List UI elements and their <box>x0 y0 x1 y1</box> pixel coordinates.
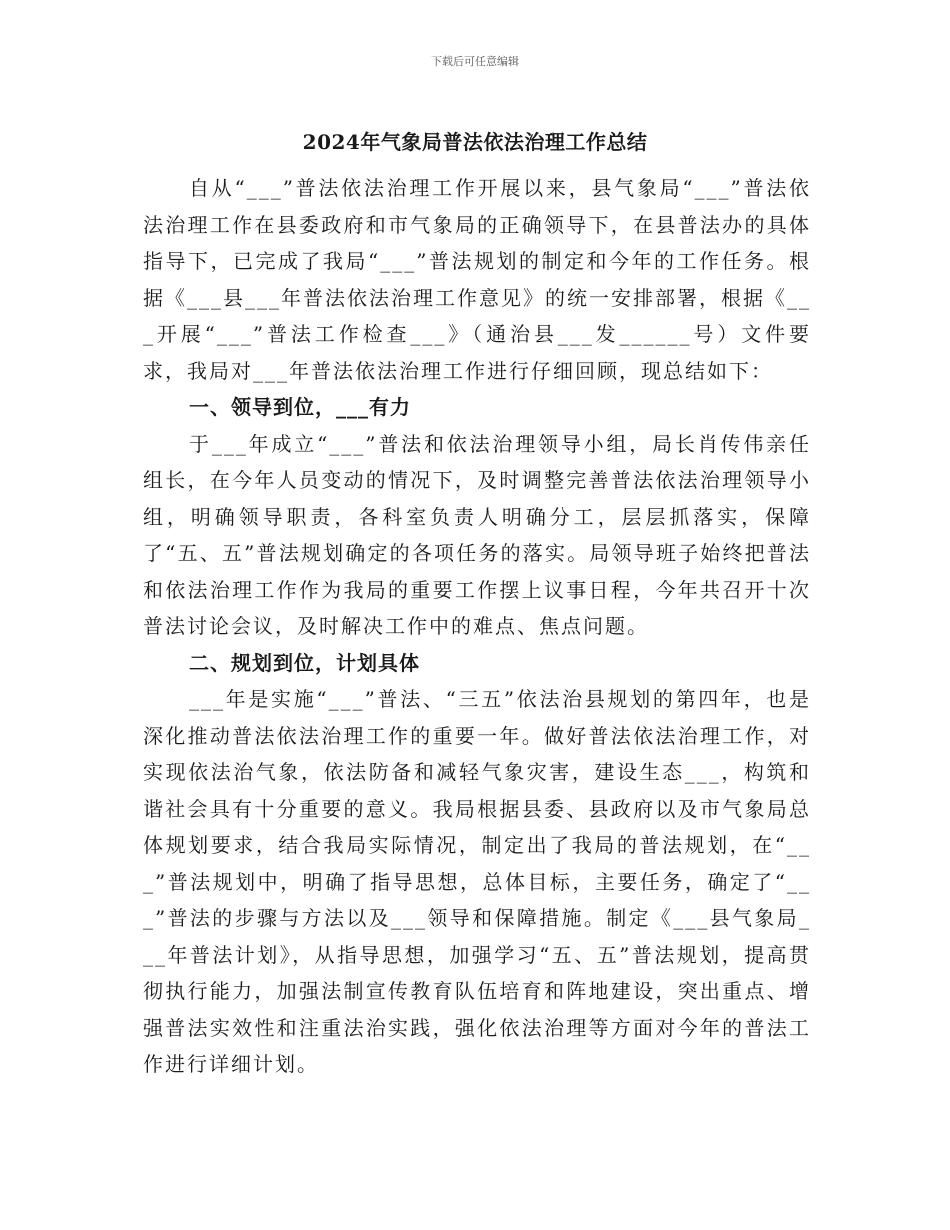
section-heading-leadership: 一、领导到位，___有力 <box>189 395 411 419</box>
section-paragraph-leadership: 于___年成立“___”普法和依法治理领导小组，局长肖传伟亲任组长，在今年人员变动的情况下，及时调整完善普法依法治理领导小组，明确领导职责，各科室负责人明确分工，层层抓落实，保障了“五、五”普法规划确定的各项任务的落实。局领导班子始终把普法和依法治理工作作为我局的重要工作摆上议事日程，今年共召开十次普法讨论会议，及时解决工作中的难点、焦点问题。 <box>143 431 811 638</box>
intro-paragraph: 自从“___”普法依法治理工作开展以来，县气象局“___”普法依法治理工作在县委政府和市气象局的正确领导下，在县普法办的具体指导下，已完成了我局“___”普法规划的制定和今年的工作任务。根据《___县___年普法依法治理工作意见》的统一安排部署，根据《___开展“___”普法工作检查___》（通治县___发______号）文件要求，我局对___年普法依法治理工作进行仔细回顾，现总结如下： <box>143 176 811 383</box>
section-heading-planning: 二、规划到位，计划具体 <box>189 650 420 675</box>
document-title: 2024年气象局普法依法治理工作总结 <box>302 130 648 154</box>
document-body <box>143 170 811 1083</box>
download-note: 下载后可任意编辑 <box>431 55 519 68</box>
section-paragraph-planning: ___年是实施“___”普法、“三五”依法治县规划的第四年，也是深化推动普法依法治理工作的重要一年。做好普法依法治理工作，对实现依法治气象，依法防备和减轻气象灾害，建设生态___，构筑和谐社会具有十分重要的意义。我局根据县委、县政府以及市气象局总体规划要求，结合我局实际情况，制定出了我局的普法规划，在“___”普法规划中，明确了指导思想，总体目标，主要任务，确定了“___”普法的步骤与方法以及___领导和保障措施。制定《___县气象局___年普法计划》，从指导思想，加强学习“五、五”普法规划，提高贯彻执行能力，加强法制宣传教育队伍培育和阵地建设，突出重点、增强普法实效性和注重法治实践，强化依法治理等方面对今年的普法工作进行详细计划。 <box>143 687 811 1076</box>
